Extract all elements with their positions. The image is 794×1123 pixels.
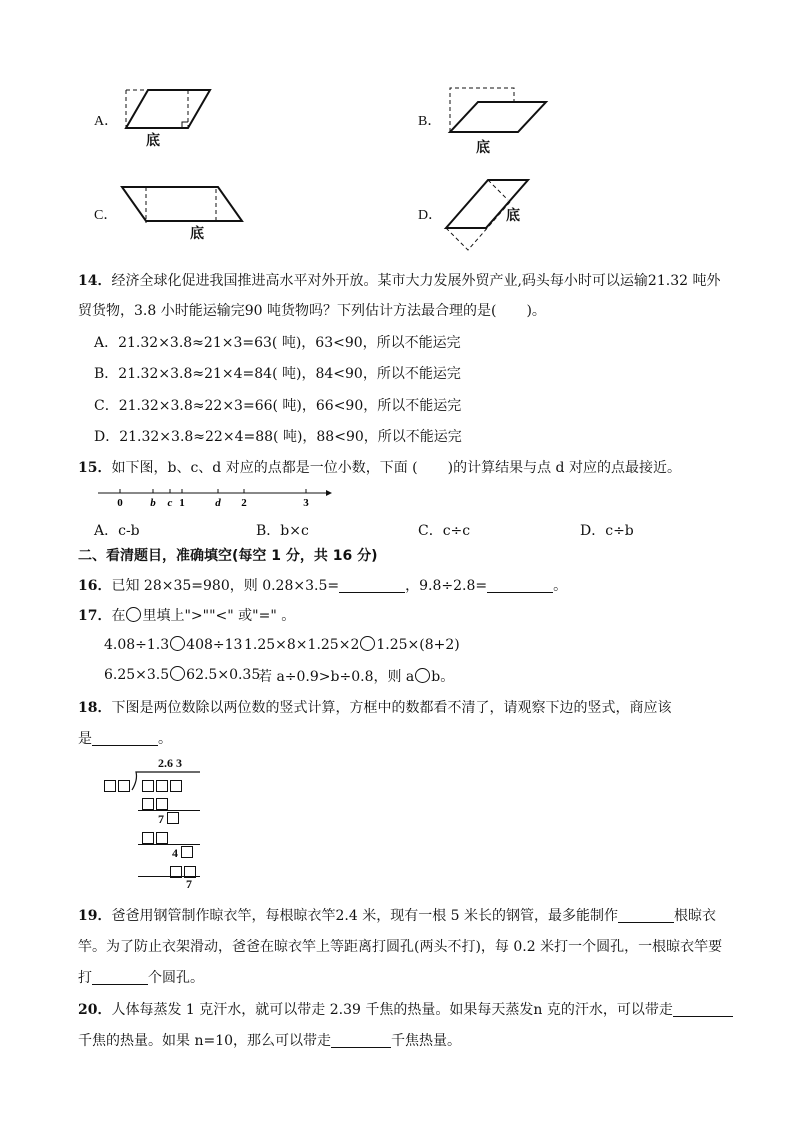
q20-line1 [78, 999, 733, 1019]
divisor-boxes [104, 776, 132, 795]
q17-r1-i1-right: 408÷13 [186, 637, 243, 653]
q19-line3 [78, 967, 204, 987]
q13-option-a-label[interactable]: A． [94, 114, 119, 129]
q13-base-a: 底 [146, 133, 160, 149]
nl-tick-b: b [150, 497, 156, 509]
division-line-2 [138, 844, 200, 845]
q14-option-b[interactable]: B．21.32×3.8≈21×4=84( 吨)，84<90，所以不能运完 [94, 366, 461, 382]
q18-long-division [100, 756, 210, 890]
q17-text-a: 在 [111, 608, 126, 624]
q17-r1-i2-left: 1.25×8×1.25×2 [244, 637, 360, 653]
q19-line2: 竿。为了防止衣架滑动，爸爸在晾衣竿上等距离打圆孔(两头不打)，每 0.2 米打一个圆孔，一根晾衣竿要 [78, 939, 723, 955]
remainder-3: 7 [186, 877, 192, 891]
q17-number: 17． [78, 608, 112, 624]
q13-base-b: 底 [476, 140, 490, 156]
nl-tick-d: d [215, 497, 221, 509]
q17-compare-circle[interactable] [360, 636, 375, 651]
q15-number: 15． [78, 460, 112, 476]
q20-line2 [78, 1030, 461, 1050]
q18-answer-blank[interactable] [92, 731, 158, 746]
q13-option-c-label[interactable]: C． [94, 208, 118, 223]
q14-line2 [78, 300, 546, 320]
q20-text-line2-a: 千焦的热量。如果 n=10，那么可以带走 [78, 1033, 332, 1049]
q20-text-line1: 人体每蒸发 1 克汗水，就可以带走 2.39 千焦的热量。如果每天蒸发n 克的汗水，可以带走 [111, 1002, 673, 1018]
q15-option-b[interactable]: B．b×c [256, 523, 309, 539]
q17-row1-item2 [244, 636, 460, 653]
q13-figure-d [444, 176, 534, 256]
remainder-2: 4 [172, 846, 195, 861]
q17-row2-item2 [258, 666, 454, 686]
q14-text-line2: 贸货物，3.8 小时能运输完90 吨货物吗？下列估计方法最合理的是( [78, 303, 497, 319]
division-line-1 [138, 810, 200, 811]
q19-number: 19． [78, 908, 112, 924]
q18-line1 [78, 697, 671, 717]
q19-text-line1: 爸爸用钢管制作晾衣竿，每根晾衣竿2.4 米，现有一根 5 米长的钢管，最多能制作 [111, 908, 619, 924]
q16-blank-1[interactable] [339, 578, 405, 593]
division-quotient: 2.6 3 [158, 756, 182, 770]
q17-r2-i2-left: 若 a÷0.9>b÷0.8，则 a [258, 669, 415, 685]
q15-option-d[interactable]: D．c÷b [580, 523, 634, 539]
q14-line1 [78, 270, 720, 290]
q20-number: 20． [78, 1002, 112, 1018]
q18-text-line2-b: 。 [158, 731, 172, 747]
q14-text-line2-end: )。 [526, 303, 546, 319]
nl-tick-3: 3 [303, 497, 309, 509]
q15-line1 [78, 457, 681, 477]
q16-line [78, 575, 567, 595]
q19-text-line3-a: 打 [78, 970, 92, 986]
nl-tick-c: c [167, 497, 173, 509]
q15-option-a[interactable]: A．c-b [94, 523, 140, 539]
q17-r2-i1-left: 6.25×3.5 [104, 667, 170, 683]
q15-option-c[interactable]: C．c÷c [418, 523, 471, 539]
q16-text-a: 已知 28×35=980，则 0.28×3.5= [111, 578, 340, 594]
section2-title: 二、看清题目，准确填空(每空 1 分，共 16 分) [78, 548, 378, 564]
q18-number: 18． [78, 700, 112, 716]
q14-option-d[interactable]: D．21.32×3.8≈22×4=88( 吨)，88<90，所以不能运完 [94, 429, 462, 445]
q19-blank-2[interactable] [92, 970, 148, 985]
q19-line1 [78, 905, 716, 925]
q13-figure-b [446, 86, 556, 146]
q13-option-b-label[interactable]: B． [418, 114, 442, 129]
q17-circle-icon [126, 607, 141, 622]
q13-figure-c [120, 183, 250, 233]
q14-text-line1: 经济全球化促进我国推进高水平对外开放。某市大力发展外贸产业,码头每小时可以运输21.32 吨外 [111, 273, 721, 289]
q15-text-end: )的计算结果与点 d 对应的点最接近。 [447, 460, 681, 476]
q18-line2 [78, 728, 172, 748]
remainder-1: 7 [158, 812, 181, 827]
q14-number: 14． [78, 273, 112, 289]
q18-text-line2-a: 是 [78, 731, 92, 747]
q15-text: 如下图，b、c、d 对应的点都是一位小数，下面 ( [111, 460, 418, 476]
q19-text-line3-b: 个圆孔。 [148, 970, 204, 986]
product3-boxes [170, 862, 198, 881]
q16-number: 16． [78, 578, 112, 594]
q14-option-a[interactable]: A．21.32×3.8≈21×3=63( 吨)，63<90，所以不能运完 [94, 335, 461, 351]
q17-r1-i2-right: 1.25×(8+2) [376, 637, 460, 653]
q13-option-d-label[interactable]: D． [418, 208, 443, 223]
q17-compare-circle[interactable] [415, 668, 430, 683]
q17-r1-i1-left: 4.08÷1.3 [104, 637, 170, 653]
q16-text-b: ，9.8÷2.8= [405, 578, 488, 594]
q18-text-line1: 下图是两位数除以两位数的竖式计算，方框中的数都看不清了，请观察下边的竖式，商应该 [111, 700, 672, 716]
q14-option-c[interactable]: C．21.32×3.8≈22×3=66( 吨)，66<90，所以不能运完 [94, 398, 462, 414]
q17-line [78, 605, 295, 625]
q17-row1-item1 [104, 636, 242, 653]
q19-blank-1[interactable] [618, 908, 674, 923]
q20-blank-2[interactable] [331, 1033, 391, 1048]
q13-base-c: 底 [190, 226, 204, 242]
nl-tick-1: 1 [179, 497, 185, 509]
q17-text-b: 里填上">""<" 或"=" 。 [142, 608, 296, 624]
q17-compare-circle[interactable] [170, 666, 185, 681]
dividend-boxes [142, 776, 184, 795]
q20-blank-1[interactable] [673, 1002, 733, 1017]
nl-tick-2: 2 [241, 497, 247, 509]
q13-base-d: 底 [506, 208, 520, 224]
nl-tick-0: 0 [117, 497, 123, 509]
q15-number-line [94, 486, 334, 510]
q19-text-line1-end: 根晾衣 [674, 908, 717, 924]
q16-blank-2[interactable] [487, 578, 553, 593]
q13-figure-a [120, 86, 220, 146]
q17-r2-i2-right: b。 [431, 669, 455, 685]
q20-text-line2-b: 千焦热量。 [391, 1033, 462, 1049]
q17-row2-item1 [104, 666, 260, 683]
q17-compare-circle[interactable] [170, 636, 185, 651]
q16-text-c: 。 [553, 578, 568, 594]
q17-r2-i1-right: 62.5×0.35 [186, 667, 261, 683]
